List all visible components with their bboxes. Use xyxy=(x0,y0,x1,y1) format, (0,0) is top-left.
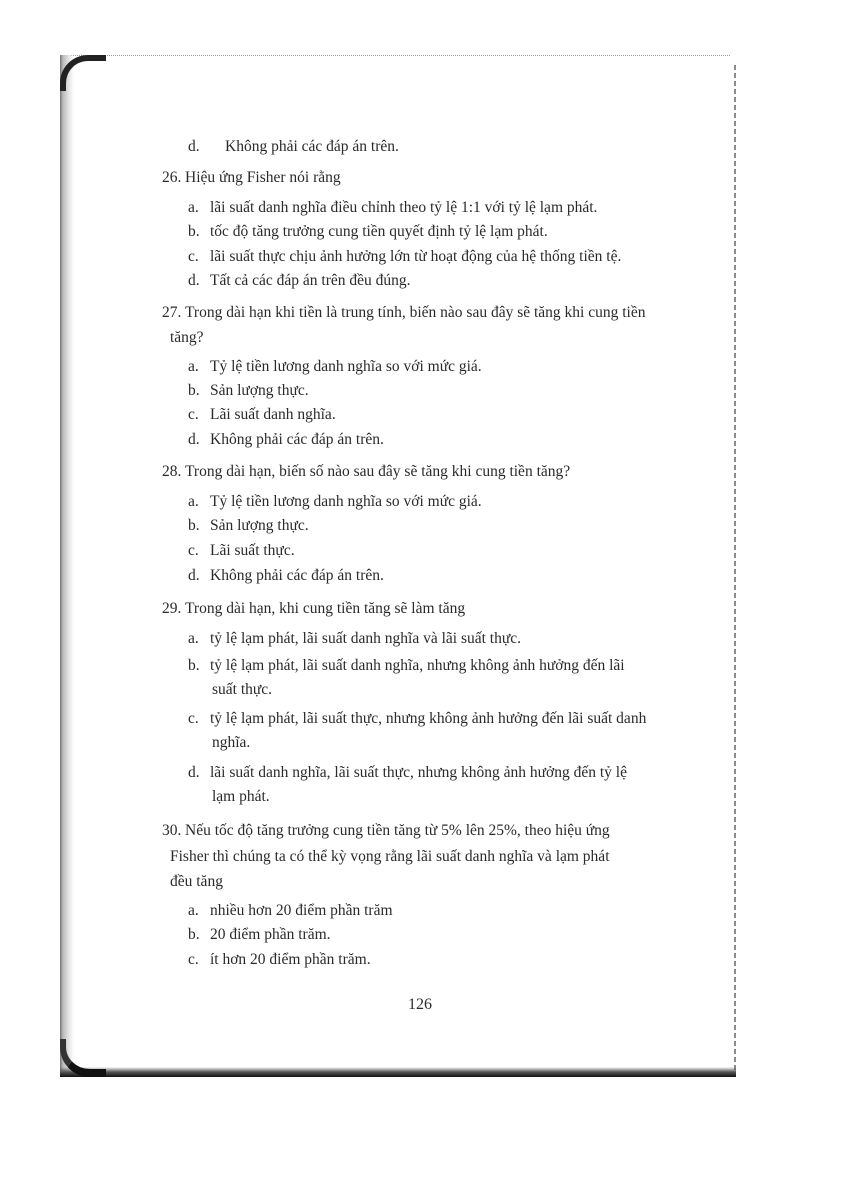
option-letter: c. xyxy=(188,710,199,727)
question-number: 28. xyxy=(162,463,182,480)
option-text: Không phải các đáp án trên. xyxy=(225,138,399,155)
option-letter: b. xyxy=(188,926,200,943)
question-number: 27. xyxy=(162,304,182,321)
question-number: 26. xyxy=(162,169,182,186)
option-letter: d. xyxy=(188,272,200,289)
option-letter: d. xyxy=(188,138,200,155)
option-letter: c. xyxy=(188,406,199,423)
option-text: 20 điểm phần trăm. xyxy=(210,926,331,943)
question-number: 29. xyxy=(162,600,182,617)
option-text: lãi suất danh nghĩa điều chỉnh theo tỷ lệ 1:1 với tỷ lệ lạm phát. xyxy=(210,199,598,216)
option-text: tỷ lệ lạm phát, lãi suất thực, nhưng không ảnh hưởng đến lãi suất danh xyxy=(210,710,647,727)
option-letter: d. xyxy=(188,431,200,448)
option-text: Tỷ lệ tiền lương danh nghĩa so với mức giá. xyxy=(210,493,482,510)
page-edge-left xyxy=(60,55,74,1077)
option-text: Sản lượng thực. xyxy=(210,517,309,534)
option-letter: a. xyxy=(188,358,199,375)
option-letter: d. xyxy=(188,764,200,781)
option-letter: b. xyxy=(188,657,200,674)
option-text: suất thực. xyxy=(212,681,273,698)
option-letter: b. xyxy=(188,223,200,240)
page-edge-top xyxy=(60,55,730,57)
option-letter: a. xyxy=(188,493,199,510)
option-text: ít hơn 20 điểm phần trăm. xyxy=(210,951,371,968)
option-letter: d. xyxy=(188,567,200,584)
option-text: lạm phát. xyxy=(212,788,270,805)
option-text: tỷ lệ lạm phát, lãi suất danh nghĩa và lãi suất thực. xyxy=(210,630,521,647)
option-letter: a. xyxy=(188,199,199,216)
option-text: Lãi suất thực. xyxy=(210,542,295,559)
page-edge-bottom xyxy=(60,1067,736,1077)
question-stem-line: Nếu tốc độ tăng trưởng cung tiền tăng từ 5% lên 25%, theo hiệu ứng xyxy=(185,822,610,839)
question-stem-line: Hiệu ứng Fisher nói rằng xyxy=(185,169,341,186)
option-text: tỷ lệ lạm phát, lãi suất danh nghĩa, nhưng không ảnh hưởng đến lãi xyxy=(210,657,625,674)
option-text: tốc độ tăng trưởng cung tiền quyết định tỷ lệ lạm phát. xyxy=(210,223,548,240)
option-letter: c. xyxy=(188,542,199,559)
option-letter: b. xyxy=(188,382,200,399)
option-text: nghĩa. xyxy=(212,734,251,751)
option-letter: a. xyxy=(188,902,199,919)
option-text: Sản lượng thực. xyxy=(210,382,309,399)
question-stem-line: Trong dài hạn khi tiền là trung tính, biến nào sau đây sẽ tăng khi cung tiền xyxy=(185,304,646,321)
page-number: 126 xyxy=(408,996,432,1013)
option-text: lãi suất danh nghĩa, lãi suất thực, nhưng không ảnh hưởng đến tỷ lệ xyxy=(210,764,627,781)
option-letter: a. xyxy=(188,630,199,647)
question-stem-line: Trong dài hạn, biến số nào sau đây sẽ tăng khi cung tiền tăng? xyxy=(185,463,571,480)
option-text: Không phải các đáp án trên. xyxy=(210,431,384,448)
option-text: Tất cả các đáp án trên đều đúng. xyxy=(210,272,411,289)
option-text: Không phải các đáp án trên. xyxy=(210,567,384,584)
option-text: nhiều hơn 20 điểm phần trăm xyxy=(210,902,393,919)
page-edge-right xyxy=(734,65,736,1070)
question-stem-line: đều tăng xyxy=(170,873,223,890)
option-text: Tỷ lệ tiền lương danh nghĩa so với mức giá. xyxy=(210,358,482,375)
option-letter: b. xyxy=(188,517,200,534)
question-number: 30. xyxy=(162,822,182,839)
option-text: lãi suất thực chịu ảnh hưởng lớn từ hoạt động của hệ thống tiền tệ. xyxy=(210,248,622,265)
question-stem-line: Fisher thì chúng ta có thể kỳ vọng rằng lãi suất danh nghĩa và lạm phát xyxy=(170,848,610,865)
option-letter: c. xyxy=(188,951,199,968)
question-stem-line: tăng? xyxy=(170,329,204,346)
question-stem-line: Trong dài hạn, khi cung tiền tăng sẽ làm tăng xyxy=(185,600,466,617)
option-text: Lãi suất danh nghĩa. xyxy=(210,406,336,423)
option-letter: c. xyxy=(188,248,199,265)
